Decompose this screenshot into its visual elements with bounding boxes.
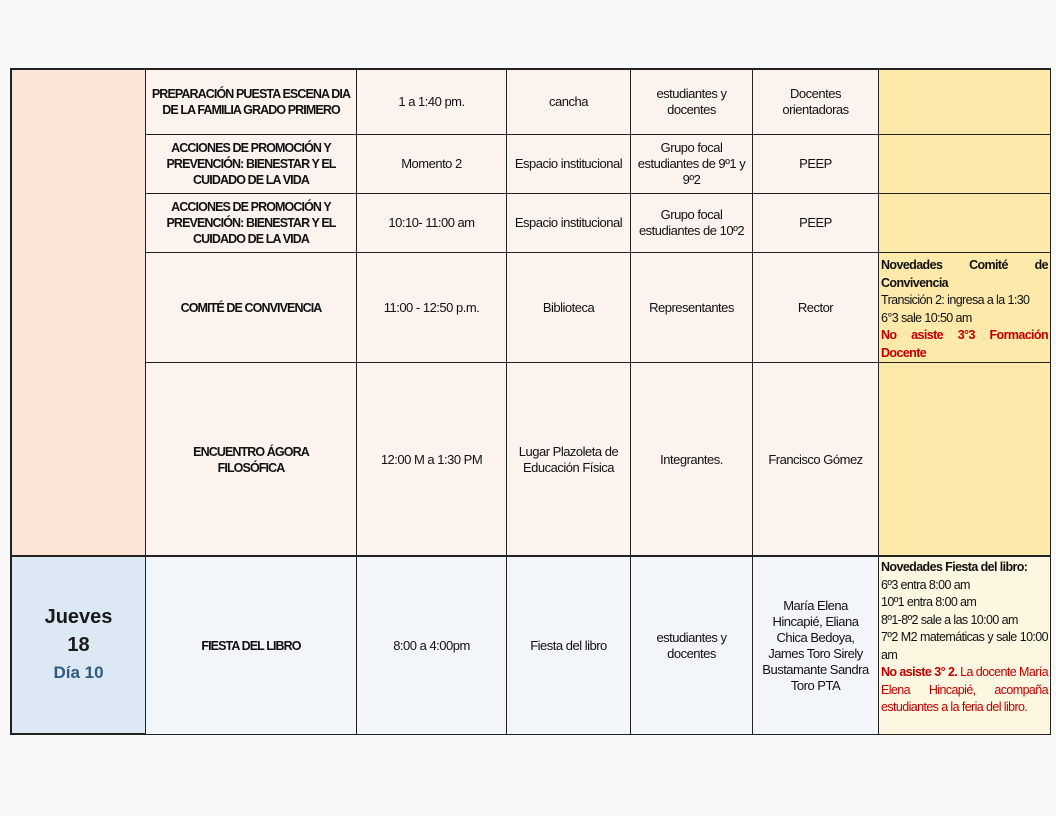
- day-number: 18: [67, 634, 90, 656]
- note-cell: [878, 193, 1051, 253]
- responsible-cell: María Elena Hincapié, Eliana Chica Bedoya, James Toro Sirely Bustamante Sandra Toro PTA: [752, 555, 879, 735]
- activity-cell: ENCUENTRO ÁGORA FILOSÓFICA: [145, 362, 357, 557]
- note-cell: [878, 68, 1051, 135]
- participants-cell: Grupo focal estudiantes de 10º2: [630, 193, 753, 253]
- participants-cell: Grupo focal estudiantes de 9º1 y 9º2: [630, 134, 753, 194]
- note-cell: [878, 555, 1051, 735]
- note-line: 6°3 sale 10:50 am: [881, 310, 972, 325]
- activity-cell: ACCIONES DE PROMOCIÓN Y PREVENCIÓN: BIENESTAR Y EL CUIDADO DE LA VIDA: [145, 193, 357, 253]
- participants-cell: estudiantes y docentes: [630, 555, 753, 735]
- participants-cell: Integrantes.: [630, 362, 753, 557]
- time-cell: 12:00 M a 1:30 PM: [356, 362, 507, 557]
- place-cell: Biblioteca: [506, 252, 631, 363]
- place-cell: Espacio institucional: [506, 193, 631, 253]
- note-line: Transición 2: ingresa a la 1:30: [881, 293, 1030, 307]
- note-line: 7º2 M2 matemáticas y sale 10:00 am: [881, 630, 1048, 662]
- day-name: Jueves: [44, 606, 113, 628]
- activity-cell: PREPARACIÓN PUESTA ESCENA DIA DE LA FAMILIA GRADO PRIMERO: [145, 68, 357, 135]
- time-cell: 10:10- 11:00 am: [356, 193, 507, 253]
- note-cell: [878, 134, 1051, 194]
- note-cell: [878, 362, 1051, 557]
- note-line: 6º3 entra 8:00 am: [881, 577, 970, 592]
- activity-cell: FIESTA DEL LIBRO: [145, 555, 357, 735]
- participants-cell: estudiantes y docentes: [630, 68, 753, 135]
- note-title: Novedades Comité de Convivencia: [881, 258, 1048, 290]
- schedule-table: [10, 68, 1051, 735]
- time-cell: 1 a 1:40 pm.: [356, 68, 507, 135]
- time-cell: 11:00 - 12:50 p.m.: [356, 252, 507, 363]
- time-cell: 8:00 a 4:00pm: [356, 555, 507, 735]
- place-cell: cancha: [506, 68, 631, 135]
- place-cell: Lugar Plazoleta de Educación Física: [506, 362, 631, 557]
- note-alert: No asiste 3° 2. La docente María Elena Hincapié, acompaña estudiantes a la feria del libro.: [881, 665, 1049, 714]
- note-cell: [878, 252, 1051, 363]
- responsible-cell: PEEP: [752, 134, 879, 194]
- responsible-cell: PEEP: [752, 193, 879, 253]
- day-label: Día 10: [53, 663, 104, 682]
- time-cell: Momento 2: [356, 134, 507, 194]
- note-line: 10º1 entra 8:00 am: [881, 595, 977, 609]
- activity-cell: ACCIONES DE PROMOCIÓN Y PREVENCIÓN: BIENESTAR Y EL CUIDADO DE LA VIDA: [145, 134, 357, 194]
- responsible-cell: Francisco Gómez: [752, 362, 879, 557]
- responsible-cell: Docentes orientadoras: [752, 68, 879, 135]
- activity-cell: COMITÉ DE CONVIVENCIA: [145, 252, 357, 363]
- participants-cell: Representantes: [630, 252, 753, 363]
- place-cell: Espacio institucional: [506, 134, 631, 194]
- note-alert: No asiste 3°3 Formación Docente: [881, 328, 1048, 360]
- place-cell: Fiesta del libro: [506, 555, 631, 735]
- day-cell: [10, 555, 146, 735]
- note-line: 8º1-8º2 sale a las 10:00 am: [881, 612, 1018, 627]
- day-cell-previous: [10, 68, 146, 557]
- note-title: Novedades Fiesta del libro:: [881, 560, 1028, 574]
- responsible-cell: Rector: [752, 252, 879, 363]
